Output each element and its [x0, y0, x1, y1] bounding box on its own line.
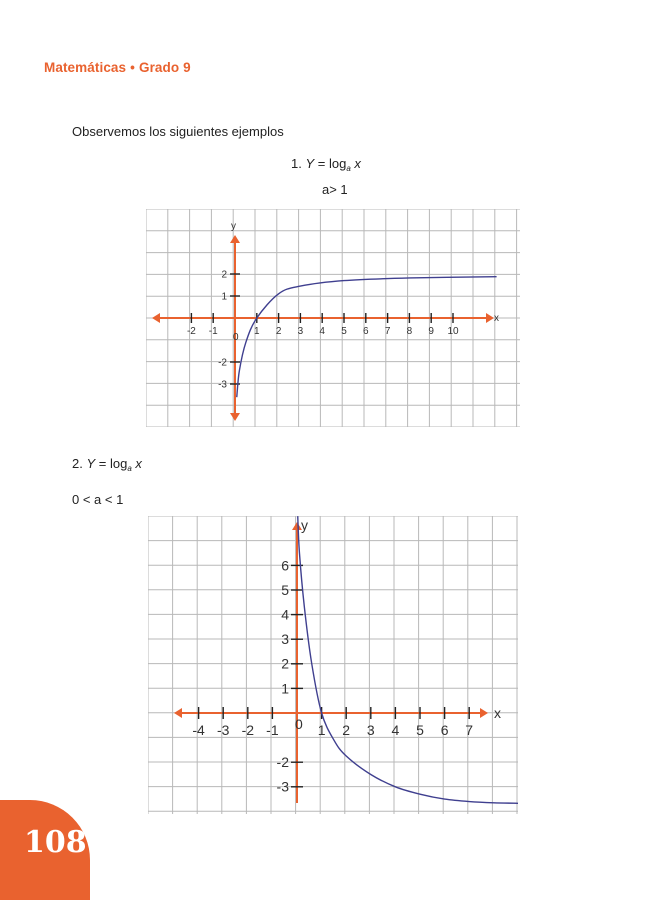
graph-1: [146, 209, 520, 427]
header-subject: Matemáticas: [44, 60, 127, 75]
example-2-number: 2.: [72, 456, 83, 471]
x-tick-label: 1: [254, 326, 260, 337]
y-axis-label: y: [231, 221, 236, 232]
y-tick-label: 1: [281, 680, 289, 697]
example-1-log: log: [328, 156, 347, 171]
x-tick-label: -2: [241, 722, 255, 738]
example-2-log: log: [109, 456, 128, 471]
origin-label: 0: [233, 332, 239, 343]
y-tick-label: 5: [281, 581, 289, 598]
x-tick-label: 5: [341, 326, 347, 337]
y-tick-label: -3: [276, 778, 289, 795]
header-separator: •: [130, 60, 135, 75]
x-tick-label: 2: [342, 722, 351, 738]
graph-2: [148, 516, 518, 814]
y-tick-label: 6: [281, 557, 289, 574]
y-axis-arrow-down: [230, 413, 240, 421]
x-tick-label: -2: [186, 326, 196, 337]
x-tick-label: 6: [363, 326, 369, 337]
example-2-arg: x: [131, 456, 142, 471]
x-tick-label: 4: [319, 326, 325, 337]
x-axis-arrow-right: [480, 708, 488, 718]
x-tick-label: -4: [192, 722, 205, 738]
y-tick-label: -2: [276, 754, 289, 771]
example-2-condition: 0 < a < 1: [72, 492, 124, 507]
x-tick-label: -1: [266, 722, 279, 738]
y-axis-arrow-up: [230, 235, 240, 243]
y-tick-label: 1: [221, 291, 227, 303]
example-1-number: 1.: [291, 156, 302, 171]
x-tick-label: 7: [384, 326, 391, 337]
example-1-lhs: Y: [305, 156, 315, 171]
example-1-equation: [291, 156, 361, 173]
x-tick-label: 3: [297, 326, 304, 337]
y-tick-label: -2: [218, 357, 227, 369]
example-1-base: a: [346, 164, 351, 173]
x-tick-label: 10: [447, 326, 459, 337]
y-tick-label: 2: [221, 269, 227, 281]
x-tick-label: -3: [216, 722, 230, 738]
y-tick-label: 2: [281, 655, 289, 672]
x-tick-label: 7: [465, 722, 474, 738]
example-2-lhs: Y: [86, 456, 96, 471]
x-axis-label: x: [494, 705, 501, 721]
y-tick-label: 4: [281, 606, 289, 623]
page-number: 108: [24, 825, 87, 860]
example-1-condition: a> 1: [322, 182, 348, 197]
y-axis-label: y: [301, 517, 308, 533]
y-tick-label: 3: [281, 631, 289, 648]
example-2-equals: =: [95, 456, 110, 471]
x-tick-label: 4: [391, 722, 400, 738]
x-tick-label: 8: [406, 326, 413, 337]
x-axis-arrow-left: [174, 708, 182, 718]
x-axis-arrow-left: [152, 313, 160, 323]
x-tick-label: 3: [366, 722, 375, 738]
y-tick-label: -3: [218, 379, 227, 391]
example-1-arg: x: [350, 156, 361, 171]
x-axis-arrow-right: [486, 313, 494, 323]
example-2-equation: [72, 456, 142, 473]
origin-label: 0: [295, 716, 303, 732]
x-axis-label: x: [494, 313, 499, 324]
example-2-base: a: [127, 464, 132, 473]
header-grade: Grado 9: [138, 60, 191, 75]
x-tick-label: 2: [275, 326, 282, 337]
x-tick-label: 5: [416, 722, 424, 738]
x-tick-label: 1: [317, 722, 326, 738]
running-header: [44, 60, 191, 75]
x-tick-label: 9: [428, 326, 434, 337]
example-1-equals: =: [314, 156, 329, 171]
x-tick-label: 6: [440, 722, 449, 738]
intro-text: Observemos los siguientes ejemplos: [72, 124, 284, 139]
function-curve: [298, 516, 518, 803]
x-tick-label: -1: [208, 326, 218, 337]
